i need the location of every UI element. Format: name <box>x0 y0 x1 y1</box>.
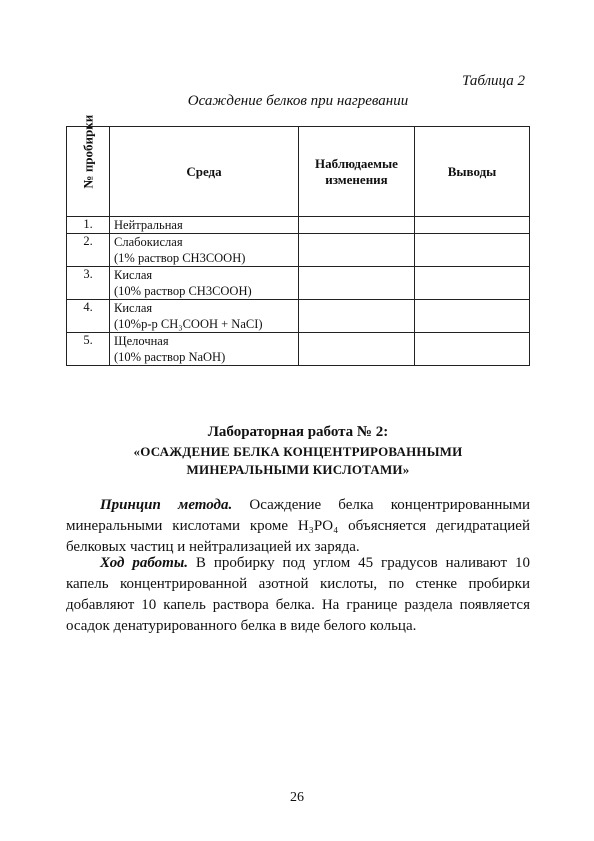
results-table <box>66 114 530 366</box>
page-number: 26 <box>290 790 304 805</box>
procedure-lead: Ход работы. <box>100 555 188 571</box>
row-conclusions <box>415 217 530 234</box>
table-row <box>67 333 530 366</box>
row-number: 5. <box>67 333 110 366</box>
row-conclusions <box>415 300 530 333</box>
row-observed <box>299 300 415 333</box>
row-medium-line2: (1% раствор CH3COOH) <box>114 251 246 265</box>
header-medium: Среда <box>110 127 299 217</box>
procedure-paragraph <box>66 553 530 637</box>
table-label: Таблица 2 <box>462 73 525 89</box>
table-row <box>67 300 530 333</box>
row-medium-line1: Кислая <box>114 301 153 315</box>
row-conclusions <box>415 234 530 267</box>
row-conclusions <box>415 267 530 300</box>
row-observed <box>299 234 415 267</box>
row-medium <box>110 300 299 333</box>
procedure-text: В пробирку под углом 45 градусов наливают 10 капель концентрированной азотной кислоты, по стенке пробирки добавляют 10 капель раствора белка. На границе раздела появляется осадок денатурированного белка в виде белого кольца. <box>66 555 530 634</box>
header-conclusions: Выводы <box>415 127 530 217</box>
table-caption: Осаждение белков при нагревании <box>187 93 409 109</box>
table-row <box>67 217 530 234</box>
lab-subtitle <box>66 443 530 479</box>
row-medium-line2: (10%р-р CH₃COOH + NaCI) <box>114 317 263 331</box>
header-observed-changes: Наблюдаемые изменения <box>299 127 415 217</box>
row-conclusions <box>415 333 530 366</box>
header-tube-number <box>67 114 110 217</box>
row-medium-line1: Кислая <box>114 268 153 282</box>
row-medium <box>110 217 299 234</box>
principle-text: Осаждение белка концентрированными минеральными кислотами кроме H₃PO₄ объясняется дегидратацией белковых частиц и нейтрализацией их заряда. <box>66 497 530 555</box>
lab-title: Лабораторная работа № 2: <box>207 424 389 440</box>
row-observed <box>299 267 415 300</box>
row-observed <box>299 333 415 366</box>
table-row <box>67 267 530 300</box>
lab-subtitle-line1: «ОСАЖДЕНИЕ БЕЛКА КОНЦЕНТРИРОВАННЫМИ <box>133 444 463 459</box>
row-medium-line1: Слабокислая <box>114 235 183 249</box>
lab-subtitle-line2: МИНЕРАЛЬНЫМИ КИСЛОТАМИ» <box>186 462 410 477</box>
table-row <box>67 234 530 267</box>
row-medium <box>110 333 299 366</box>
row-medium-line2: (10% раствор CH3COOH) <box>114 284 252 298</box>
row-medium-line1: Щелочная <box>114 334 169 348</box>
row-number: 1. <box>67 217 110 234</box>
row-number: 3. <box>67 267 110 300</box>
principle-paragraph <box>66 495 530 558</box>
principle-lead: Принцип метода. <box>100 497 233 513</box>
header-tube-number-label: № пробирки <box>80 114 96 189</box>
row-medium-line2: (10% раствор NaOH) <box>114 350 226 364</box>
row-medium <box>110 267 299 300</box>
row-medium-line1: Нейтральная <box>114 218 183 232</box>
table-header-row <box>67 127 530 217</box>
row-observed <box>299 217 415 234</box>
row-number: 2. <box>67 234 110 267</box>
row-number: 4. <box>67 300 110 333</box>
row-medium <box>110 234 299 267</box>
